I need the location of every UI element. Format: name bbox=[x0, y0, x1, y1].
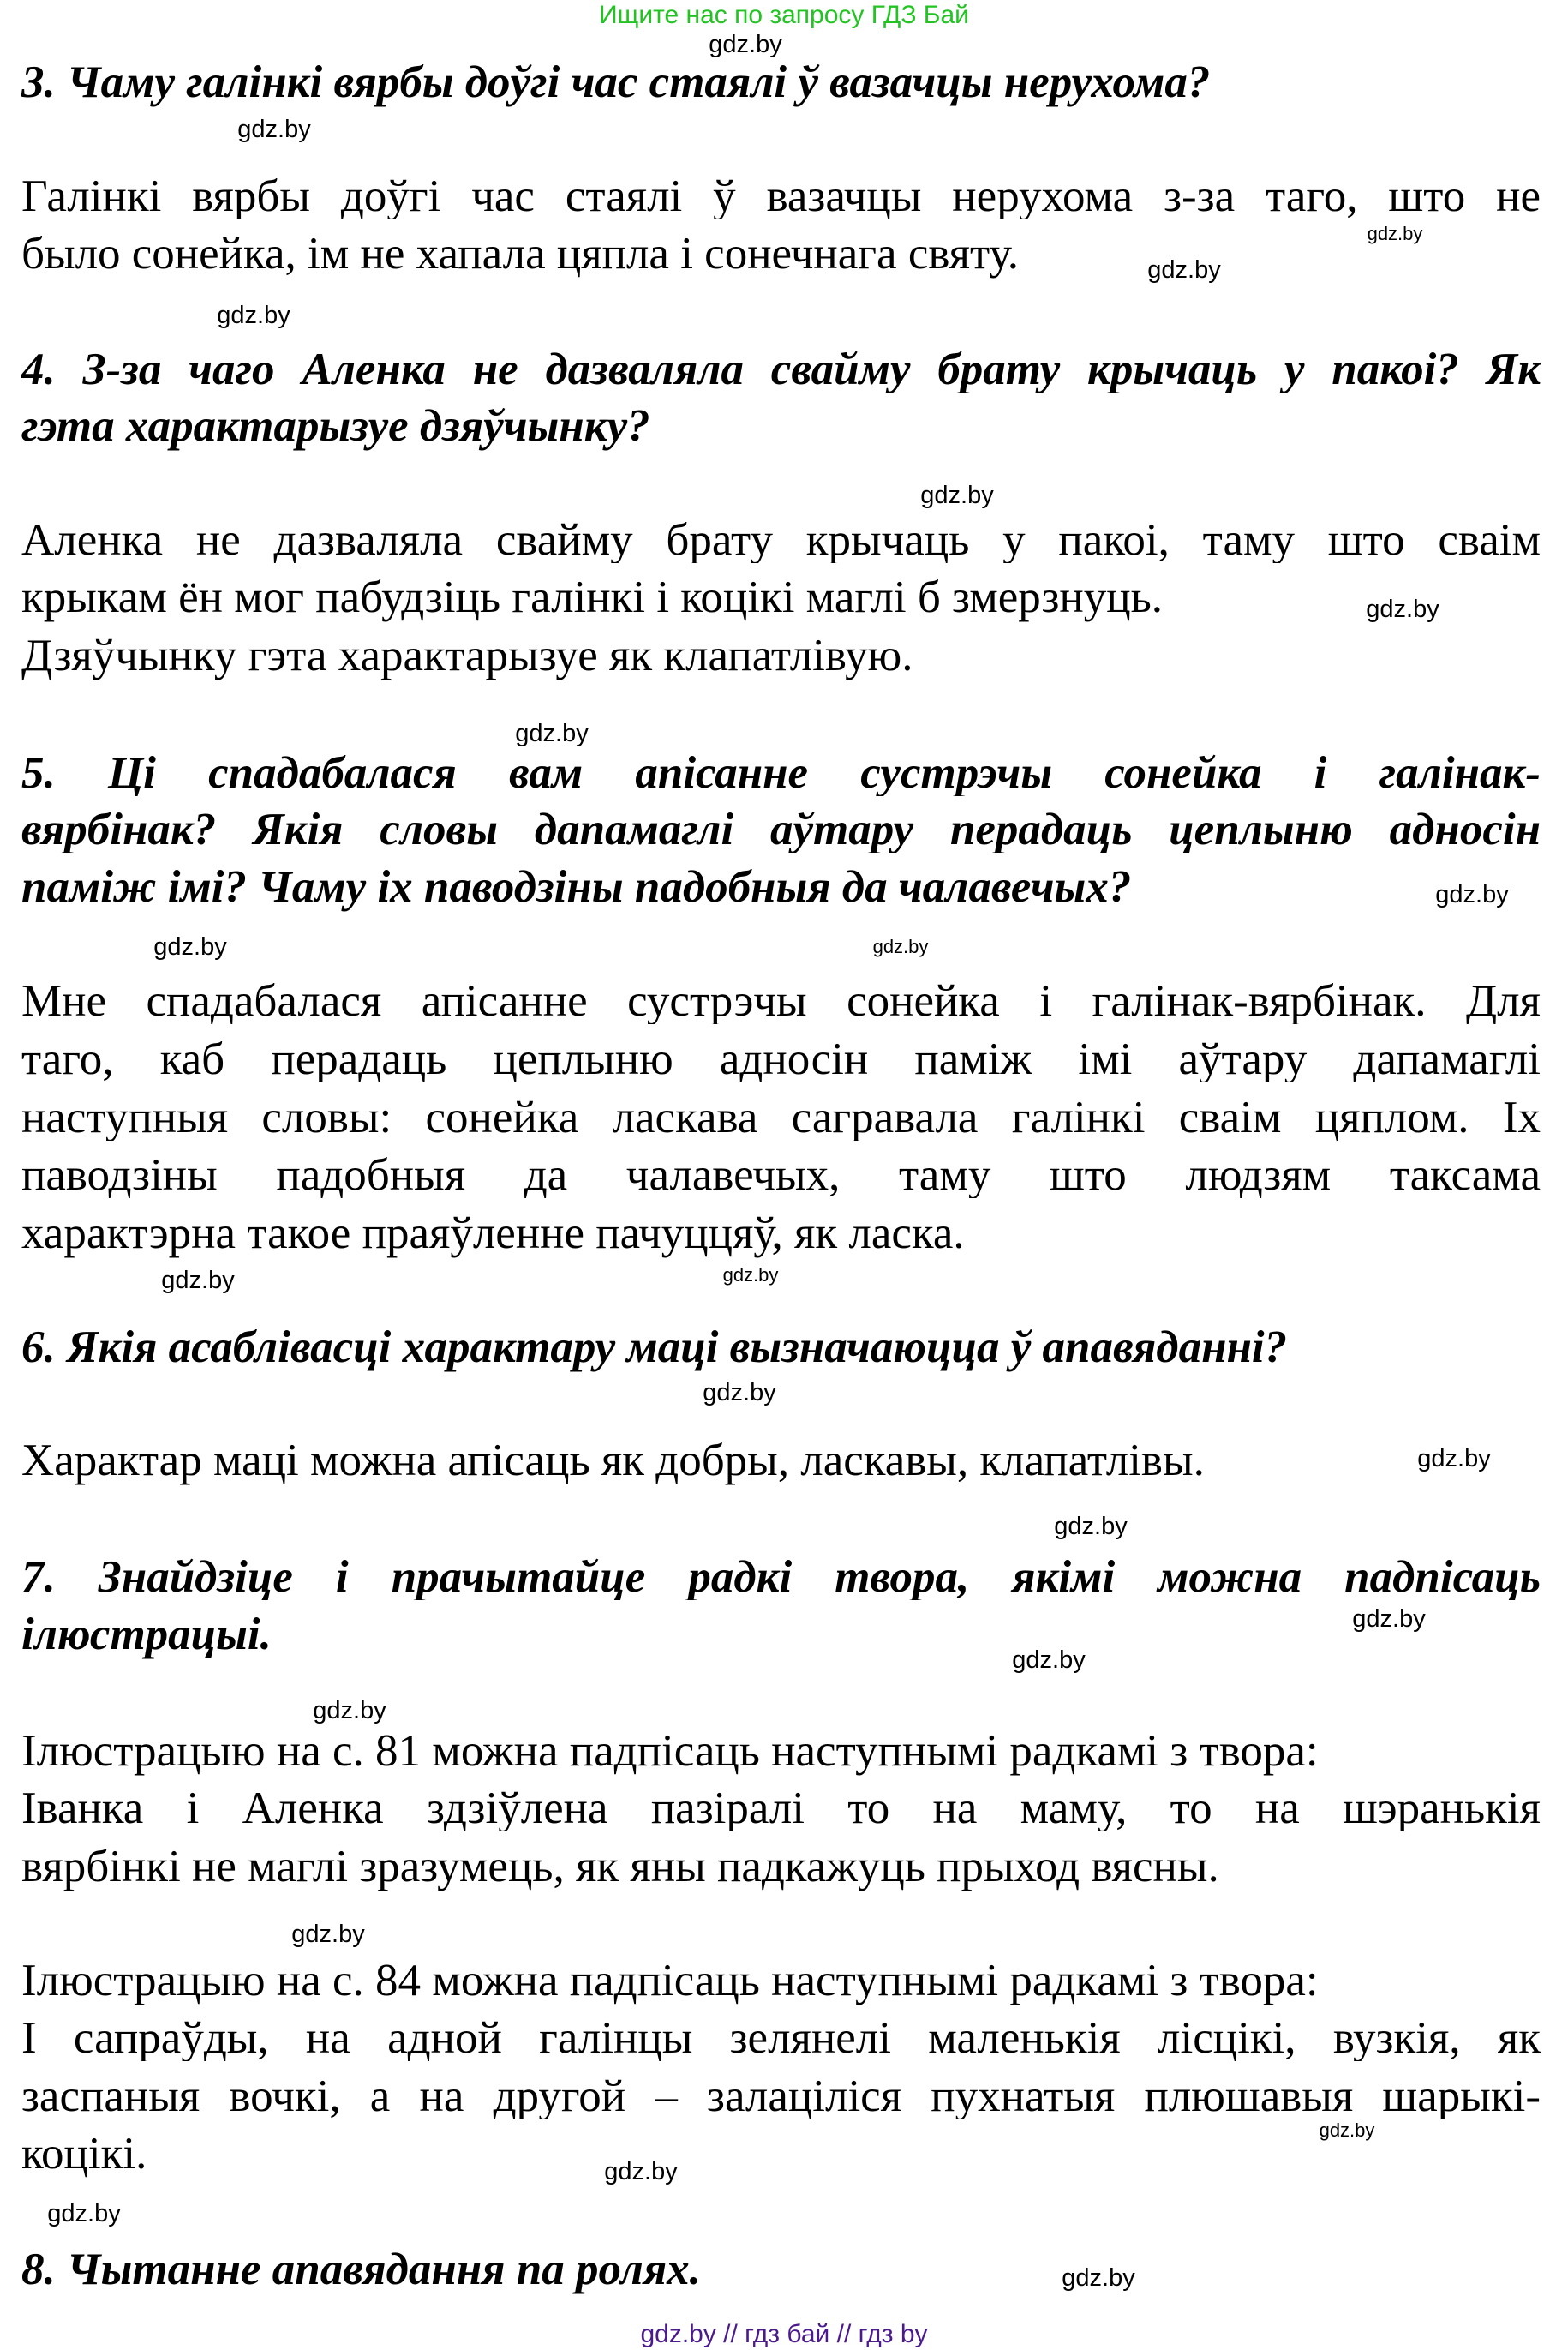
watermark-text: gdz.by bbox=[703, 1379, 776, 1406]
watermark-text: gdz.by bbox=[1417, 1445, 1491, 1472]
answer-line: наступныя словы: сонейка ласкава сагравала галінкі сваім цяплом. Іх bbox=[21, 1094, 1541, 1141]
watermark-text: gdz.by bbox=[291, 1921, 365, 1948]
answer-line: Мне спадабалася апісанне сустрэчы сонейка і галінак-вярбінак. Для bbox=[21, 978, 1541, 1024]
site-footer-links[interactable]: gdz.by // гдз бай // гдз by bbox=[640, 2320, 928, 2348]
answer-line: Ілюстрацыю на с. 81 можна падпісаць наступнымі радкамі з твора: bbox=[21, 1726, 1319, 1776]
answer-line: Характар маці можна апісаць як добры, ласкавы, клапатлівы. bbox=[21, 1436, 1205, 1485]
watermark-text: gdz.by bbox=[1366, 596, 1439, 623]
watermark-text: gdz.by bbox=[1435, 881, 1509, 908]
answer-line: Галінкі вярбы доўгі час стаялі ў вазачцы нерухома з-за таго, што не bbox=[21, 173, 1541, 219]
question-line: паміж імі? Чаму іх паводзіны падобныя да чалавечых? bbox=[21, 862, 1132, 912]
watermark-text: gdz.by bbox=[1367, 223, 1423, 244]
watermark-text: gdz.by bbox=[217, 302, 290, 329]
answer-line: Ілюстрацыю на с. 84 можна падпісаць наступнымі радкамі з твора: bbox=[21, 1956, 1319, 2005]
answer-line: паводзіны падобныя да чалавечых, таму што людзям таксама bbox=[21, 1152, 1541, 1198]
answer-line: Аленка не дазваляла свайму брату крычаць у пакоі, таму што сваім bbox=[21, 517, 1541, 563]
answer-line: крыкам ён мог пабудзіць галінкі і коцікі маглі б змерзнуць. bbox=[21, 573, 1164, 622]
question-line: вярбінак? Якія словы дапамаглі аўтару перадаць цеплыню адносін bbox=[21, 806, 1541, 853]
question-line: 4. З-за чаго Аленка не дазваляла свайму брату крычаць у пакоі? Як bbox=[21, 346, 1541, 393]
answer-line: характэрна такое праяўленне пачуццяў, як ласка. bbox=[21, 1208, 965, 1258]
watermark-text: gdz.by bbox=[161, 1267, 235, 1294]
question-line: гэта характарызуе дзяўчынку? bbox=[21, 401, 650, 451]
answer-line: коцікі. bbox=[21, 2129, 147, 2179]
watermark-text: gdz.by bbox=[515, 720, 589, 747]
question-line: 5. Ці спадабалася вам апісанне сустрэчы сонейка і галінак- bbox=[21, 750, 1541, 796]
answer-line: было сонейка, ім не хапала цяпла і сонечнага святу. bbox=[21, 229, 1019, 279]
question-line: 7. Знайдзіце і прачытайце радкі твора, якімі можна падпісаць bbox=[21, 1554, 1541, 1600]
watermark-text: gdz.by bbox=[1012, 1646, 1086, 1674]
watermark-text: gdz.by bbox=[47, 2200, 121, 2227]
watermark-text: gdz.by bbox=[313, 1697, 386, 1724]
answer-line: І сапраўды, на адной галінцы зелянелі маленькія лісцікі, вузкія, як bbox=[21, 2015, 1541, 2061]
answer-line: таго, каб перадаць цеплыню адносін паміж імі аўтару дапамаглі bbox=[21, 1036, 1541, 1082]
watermark-text: gdz.by bbox=[1054, 1513, 1128, 1540]
question-line: 6. Якія асаблівасці характару маці вызначаюцца ў апавяданні? bbox=[21, 1322, 1288, 1372]
watermark-text: gdz.by bbox=[709, 31, 782, 58]
answer-line: Дзяўчынку гэта характарызуе як клапатлівую. bbox=[21, 631, 913, 680]
watermark-text: gdz.by bbox=[604, 2158, 678, 2185]
watermark-text: gdz.by bbox=[722, 1264, 779, 1286]
watermark-text: gdz.by bbox=[1147, 256, 1221, 284]
question-line: ілюстрацыі. bbox=[21, 1610, 272, 1659]
watermark-text: gdz.by bbox=[1352, 1605, 1426, 1633]
question-line: 3. Чаму галінкі вярбы доўгі час стаялі ў вазачцы нерухома? bbox=[21, 57, 1211, 107]
watermark-text: gdz.by bbox=[920, 482, 994, 509]
answer-line: заспаныя вочкі, а на другой – залаціліся пухнатыя плюшавыя шарыкі- bbox=[21, 2073, 1541, 2119]
answer-line: Іванка і Аленка здзіўлена пазіралі то на маму, то на шэранькія bbox=[21, 1785, 1541, 1831]
watermark-text: gdz.by bbox=[872, 936, 929, 957]
answer-line: вярбінкі не маглі зразумець, як яны падкажуць прыход вясны. bbox=[21, 1842, 1219, 1891]
site-header-banner: Ищите нас по запросу ГДЗ Бай bbox=[599, 1, 969, 29]
watermark-text: gdz.by bbox=[1062, 2264, 1135, 2292]
watermark-text: gdz.by bbox=[153, 933, 227, 961]
watermark-text: gdz.by bbox=[237, 116, 311, 143]
question-line: 8. Чытанне апавядання па ролях. bbox=[21, 2245, 701, 2294]
watermark-text: gdz.by bbox=[1319, 2119, 1375, 2141]
